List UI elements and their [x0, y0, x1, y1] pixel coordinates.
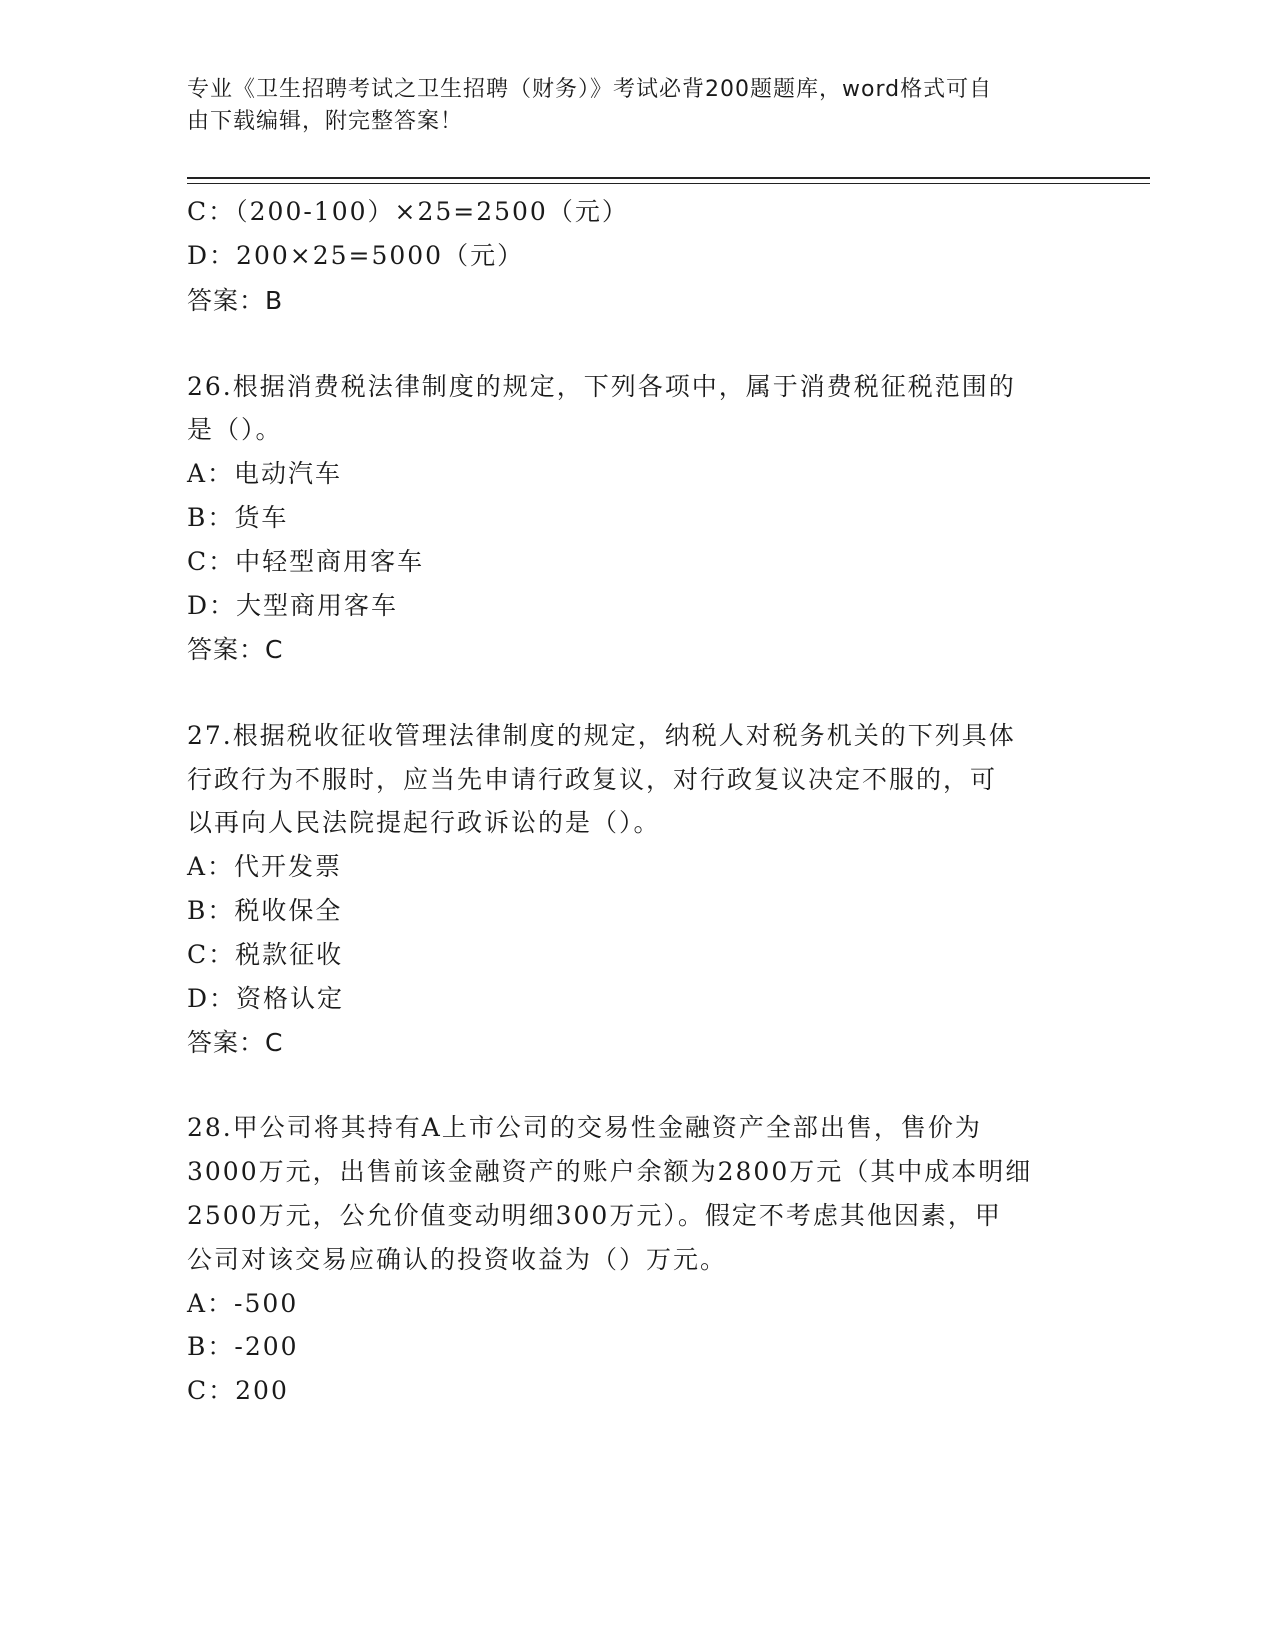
q27-option-d: D：资格认定 [187, 984, 345, 1013]
q25-option-d: D：200×25=5000（元） [187, 241, 525, 270]
q26-option-a: A：电动汽车 [187, 459, 343, 488]
q28-option-b: B：-200 [187, 1332, 299, 1361]
q26-option-d: D：大型商用客车 [187, 591, 399, 620]
q26-answer: 答案：C [187, 635, 284, 664]
q28-option-a: A：-500 [187, 1289, 299, 1318]
header-line-1: 专业《卫生招聘考试之卫生招聘（财务）》考试必背200题题库，word格式可自 [187, 77, 993, 102]
q28-stem-line-2: 3000万元，出售前该金融资产的账户余额为2800万元（其中成本明细 [187, 1157, 1033, 1186]
q27-option-b: B：税收保全 [187, 896, 343, 925]
q26-option-c: C：中轻型商用客车 [187, 547, 425, 576]
q25-answer: 答案：B [187, 286, 284, 315]
q26-stem-line-1: 26.根据消费税法律制度的规定，下列各项中，属于消费税征税范围的 [187, 372, 1016, 401]
q28-stem-line-4: 公司对该交易应确认的投资收益为（）万元。 [187, 1245, 728, 1274]
q27-answer: 答案：C [187, 1028, 284, 1057]
header-line-2: 由下载编辑，附完整答案！ [187, 109, 464, 134]
q28-stem-line-1: 28.甲公司将其持有A上市公司的交易性金融资产全部出售，售价为 [187, 1113, 982, 1142]
q26-option-b: B：货车 [187, 503, 289, 532]
q28-stem-line-3: 2500万元，公允价值变动明细300万元）。假定不考虑其他因素，甲 [187, 1201, 1002, 1230]
header-rule-bottom [187, 183, 1150, 184]
q25-option-c: C：（200-100）×25=2500（元） [187, 197, 629, 226]
header-rule-top [187, 177, 1150, 179]
q27-option-c: C：税款征收 [187, 940, 344, 969]
q27-stem-line-1: 27.根据税收征收管理法律制度的规定，纳税人对税务机关的下列具体 [187, 721, 1016, 750]
q28-option-c: C：200 [187, 1376, 289, 1405]
q26-stem-line-2: 是（）。 [187, 415, 283, 444]
q27-stem-line-3: 以再向人民法院提起行政诉讼的是（）。 [187, 808, 661, 837]
q27-stem-line-2: 行政行为不服时，应当先申请行政复议，对行政复议决定不服的，可 [187, 765, 998, 794]
document-header [187, 74, 1067, 138]
q27-option-a: A：代开发票 [187, 852, 343, 881]
